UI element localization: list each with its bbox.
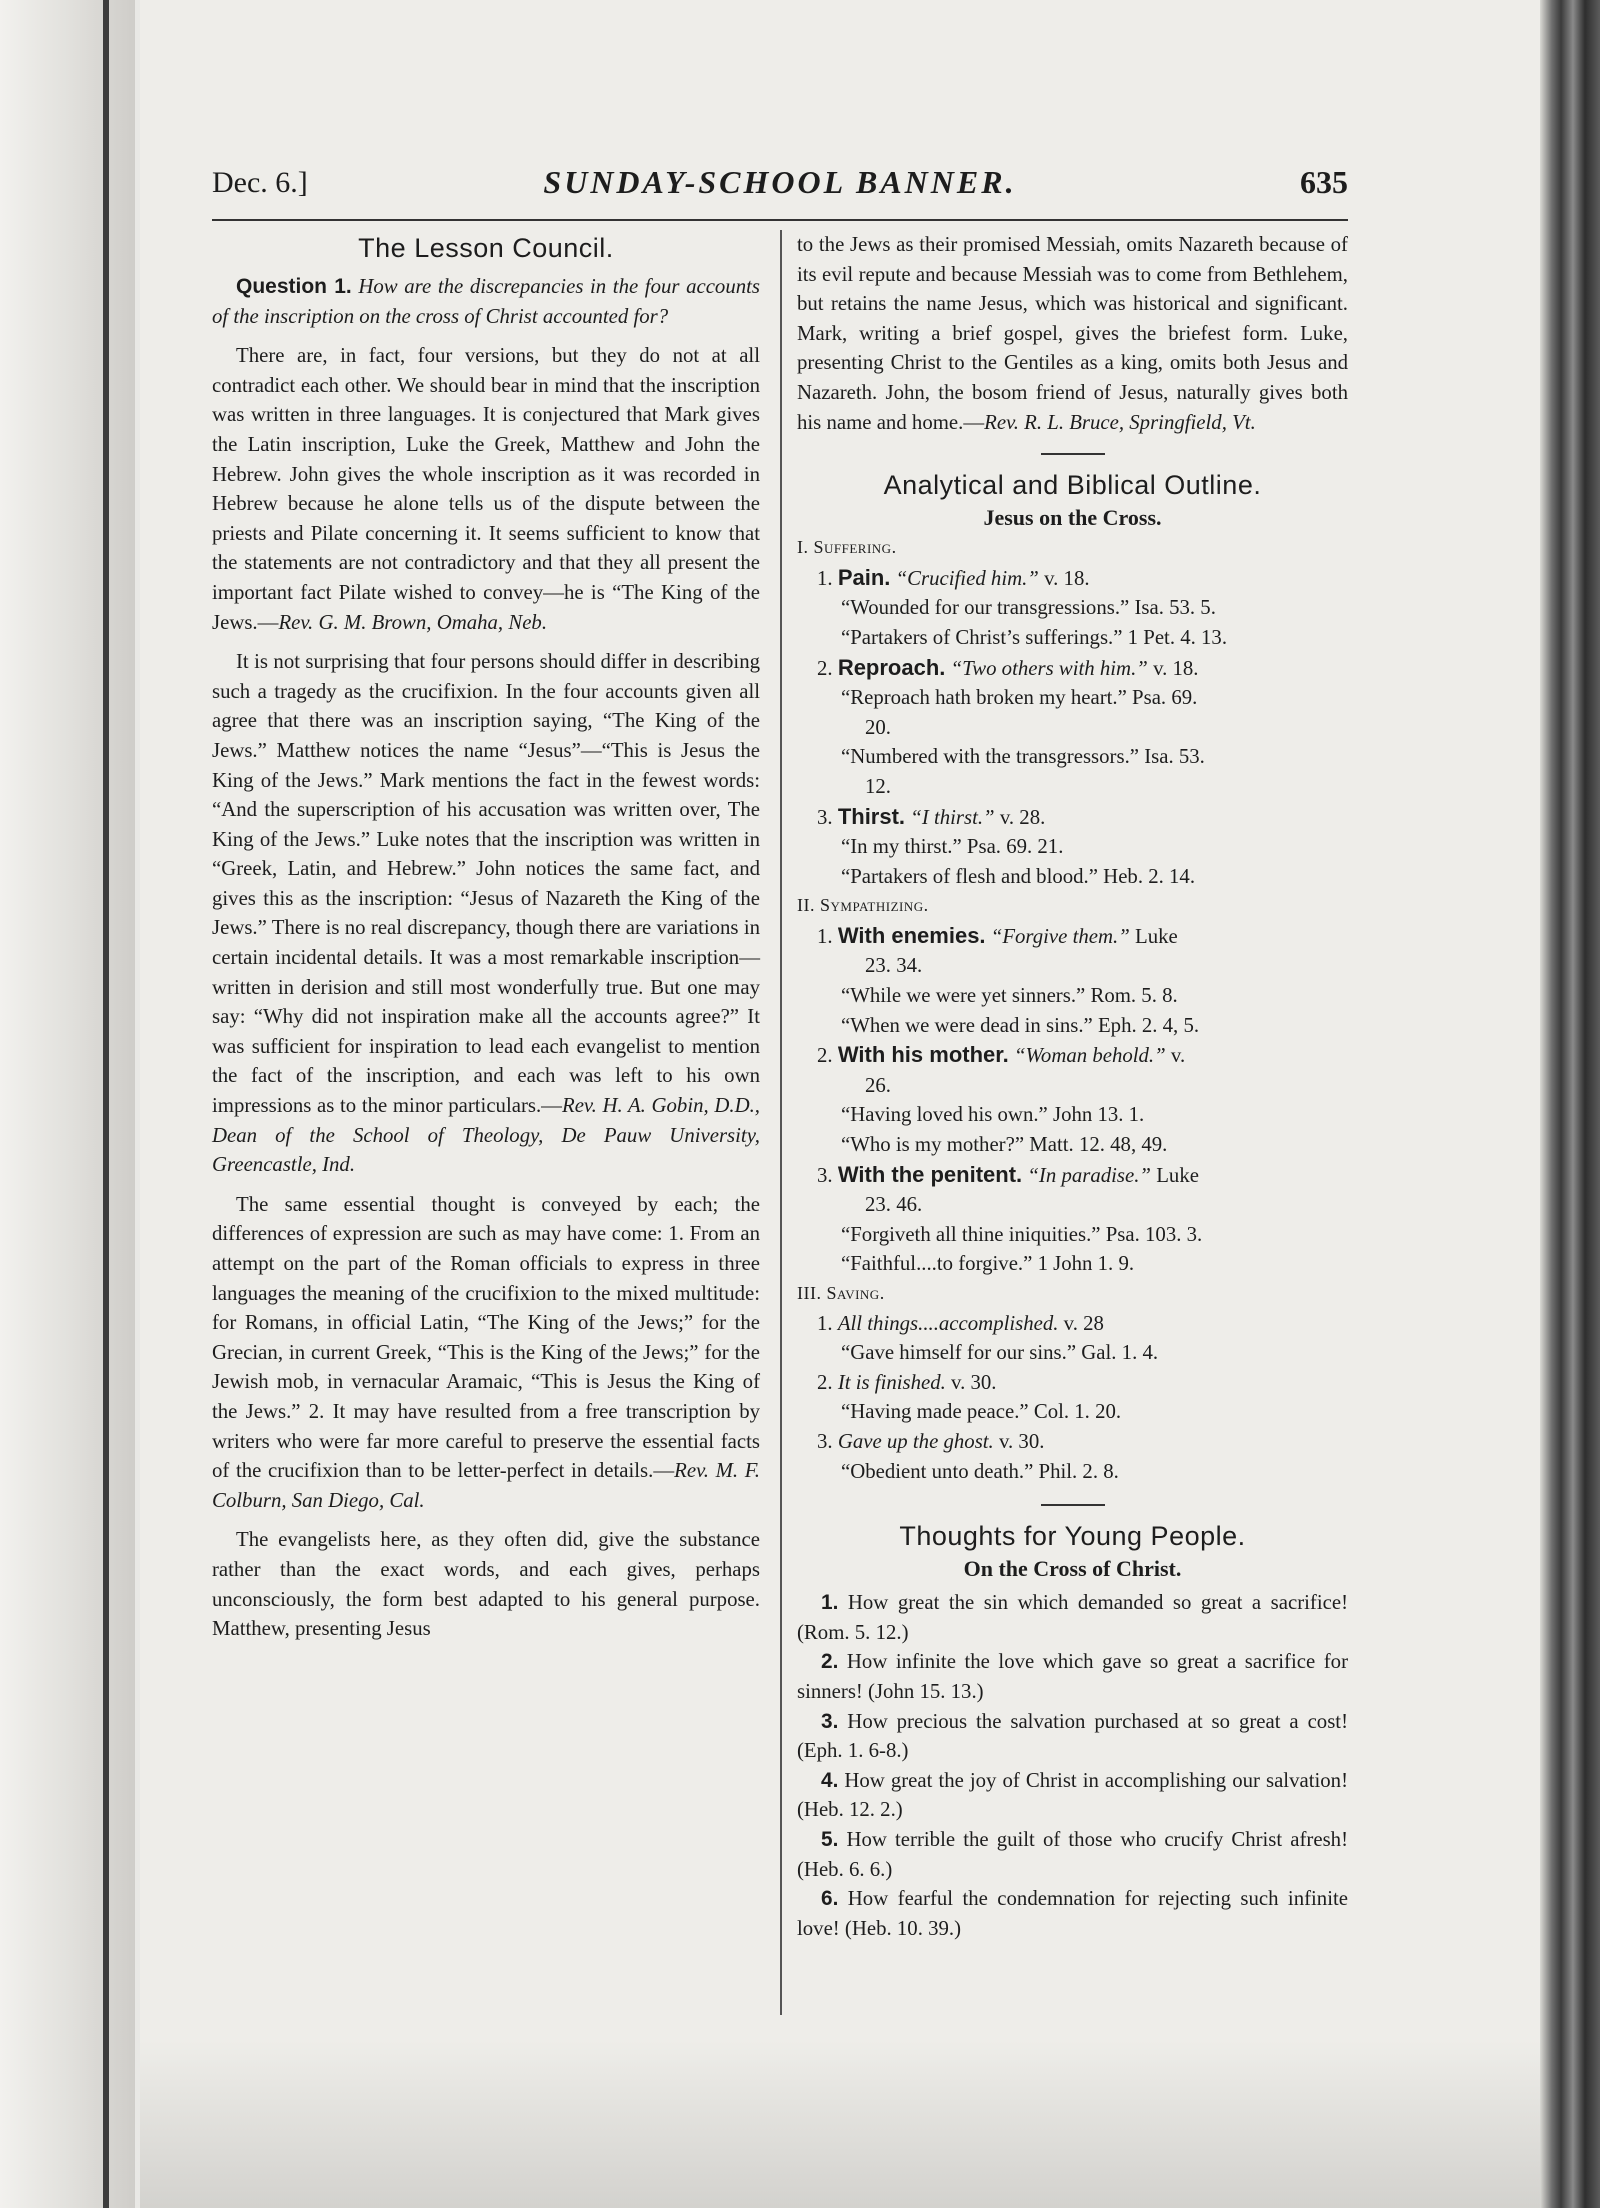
question-paragraph [212,272,760,331]
outline-reference: “Obedient unto death.” Phil. 2. 8. [841,1459,1119,1483]
item-keyword: Thirst. [837,803,906,829]
item-keyword: With the penitent. [837,1161,1023,1187]
thoughts-list [797,1588,1348,1943]
page-number: 635 [1300,164,1348,200]
item-reference: v. 18. [1153,656,1199,680]
item-quote: “In paradise.” [1027,1163,1152,1187]
thought-text: How infinite the love which gave so great a sacrifice for sinners! (John 15. 13.) [797,1650,1349,1703]
thought-text: How terrible the guilt of those who crucify Christ afresh! (Heb. 6. 6.) [797,1827,1349,1881]
item-reference: v. 28 [1063,1311,1104,1335]
answer-4-continued [797,230,1348,437]
thought-number: 4. [821,1768,839,1792]
running-header [212,162,1348,206]
outline-item [797,653,1348,684]
thought-text: How great the joy of Christ in accomplishing our salvation! (Heb. 12. 2.) [797,1768,1348,1822]
outline-reference: “Wounded for our transgressions.” Isa. 53. 5. [841,596,1216,620]
item-number: 2. [817,656,833,680]
outline-reference: “When we were dead in sins.” Eph. 2. 4, 5. [841,1013,1200,1037]
page-stack-edge [1540,0,1600,2208]
answer-paragraph-1 [212,341,760,637]
outline-reference: “Forgiveth all thine iniquities.” Psa. 103. 3. [841,1222,1203,1246]
header-rule [212,219,1348,221]
outline-reference-cont: 23. 34. [865,954,923,978]
outline-item [797,1427,1348,1457]
item-number: 3. [817,805,833,829]
answer-3-credit: Rev. M. F. Colburn, San Diego, Cal. [212,1459,760,1512]
item-reference: v. [1170,1044,1186,1068]
thought-item [797,1884,1348,1943]
item-reference: v. 18. [1044,566,1090,590]
answer-1-credit: Rev. G. M. Brown, Omaha, Neb. [278,610,548,634]
answer-2-text: It is not surprising that four persons should differ in describing such a tragedy as the crucifixion. In the four accounts given all agree that there was an inscription saying, “The King of the Jews.” Matthew notices the name “Jesus”—“This is Jesus the King of the Jews.” Mark mentions the fact in the fewest words: “And the superscription of his accusation was written over, The King of the Jews.” Luke notes that the inscription was written in “Greek, Latin, and Hebrew.” John notices the same fact, and gives this as the inscription: “Jesus of Nazareth the King of the Jews.” There is no real discrepancy, though there are variations in certain incidental details. It was a most remarkable inscription—written in derision and still most wonderfully true. But one may say: “Why did not inspiration make all the accounts agree?” It was sufficient for inspiration to lead each evangelist to mention the fact of the inscription, and each was left to his own impressions as to the minor particulars.— [212,650,760,1118]
item-reference: v. 28. [999,805,1046,829]
thought-text: How precious the salvation purchased at so great a cost! (Eph. 1. 6-8.) [797,1709,1349,1763]
item-quote: It is finished. [837,1370,946,1394]
outline-reference-cont: 20. [865,715,891,739]
item-number: 3. [817,1163,833,1187]
thought-item [797,1825,1348,1884]
answer-paragraph-4: The evangelists here, as they often did, give the substance rather than the exact words, and each gives, perhaps unconsciously, the form best adapted to his general purpose. Matthew, presenting Jesus [212,1528,760,1641]
item-quote: “Woman behold.” [1013,1044,1166,1068]
outline-reference: “While we were yet sinners.” Rom. 5. 8. [841,984,1178,1008]
item-number: 2. [817,1044,833,1068]
header-date: Dec. 6.] [212,166,308,199]
item-number: 2. [817,1370,833,1394]
book-gutter [0,0,135,2208]
outline-reference: “In my thirst.” Psa. 69. 21. [841,835,1064,859]
outline-heading: Analytical and Biblical Outline. [883,470,1262,501]
answer-paragraph-3 [212,1190,760,1516]
section-rule [1041,453,1105,455]
outline-reference: “Partakers of Christ’s sufferings.” 1 Pet. 4. 13. [841,625,1228,649]
outline-section-3: III. Saving. [797,1283,885,1303]
item-quote: “Forgive them.” [990,924,1130,948]
thought-number: 2. [821,1650,839,1674]
outline-reference: “Partakers of flesh and blood.” Heb. 2. 14. [841,864,1196,888]
answer-1-text: There are, in fact, four versions, but they do not at all contradict each other. We should bear in mind that the inscription was written in three languages. It is conjectured that Mark gives the Latin inscription, Luke the Greek, Matthew and John the Hebrew. John gives the whole inscription as it was recorded in Hebrew because he alone tells us of the dispute between the priests and Pilate concerning it. It seems sufficient to know that the statements are not contradictory and that they all present the important fact Pilate wished to convey—he is “The King of the Jews.— [212,344,760,634]
left-column [212,230,760,1644]
outline-item [797,802,1348,833]
outline-reference: “Gave himself for our sins.” Gal. 1. 4. [841,1341,1159,1365]
section-rule [1041,1504,1105,1506]
thought-item [797,1647,1348,1706]
thought-number: 6. [821,1887,839,1911]
binding-shadow [103,0,109,2208]
answer-4-continued-text: to the Jews as their promised Messiah, omits Nazareth because of its evil repute and because Messiah was to come from Bethlehem, but retains the name Jesus, which was historical and significant. Mark, writing a brief gospel, gives the briefest form. Luke, presenting Christ to the Gentiles as a king, omits both Jesus and Nazareth. John, the bosom friend of Jesus, naturally gives both his name and home.— [797,233,1348,434]
thought-item [797,1707,1348,1766]
outline-item [797,1309,1348,1339]
lesson-council-heading: The Lesson Council. [358,233,614,263]
outline-subheading: Jesus on the Cross. [983,505,1162,531]
item-reference: v. 30. [951,1370,997,1394]
item-keyword: Pain. [837,564,891,590]
right-column [797,230,1348,1943]
thought-number: 5. [821,1827,839,1851]
item-quote: Gave up the ghost. [837,1429,994,1453]
young-people-heading: Thoughts for Young People. [899,1521,1246,1552]
outline-reference: “Who is my mother?” Matt. 12. 48, 49. [841,1133,1168,1157]
outline-section-1: I. Suffering. [797,537,897,558]
thought-number: 3. [821,1709,839,1733]
answer-4-credit: Rev. R. L. Bruce, Springfield, Vt. [984,410,1256,434]
thought-text: How great the sin which demanded so great a sacrifice! (Rom. 5. 12.) [797,1591,1349,1644]
item-number: 1. [817,566,833,590]
column-divider [780,230,782,2015]
outline-section-2: II. Sympathizing. [797,895,929,916]
header-title: SUNDAY-SCHOOL BANNER. [543,164,1017,200]
item-keyword: With enemies. [837,922,986,948]
outline-list [797,533,1348,1486]
outline-reference-cont: 12. [865,774,891,798]
item-number: 1. [817,1311,833,1335]
question-label: Question 1. [236,275,352,298]
outline-item [797,1368,1348,1398]
item-reference: Luke [1134,924,1178,948]
outline-item [797,921,1348,952]
outline-item [797,1040,1348,1071]
answer-paragraph-2 [212,647,760,1180]
page-shadow [140,2040,1540,2208]
outline-reference: “Having made peace.” Col. 1. 20. [841,1400,1122,1424]
outline-reference-cont: 26. [865,1073,891,1097]
answer-2-credit: Rev. H. A. Gobin, D.D., Dean of the School of Theology, De Pauw University, Greencastle, Ind. [212,1094,760,1177]
item-keyword: Reproach. [837,654,946,680]
outline-reference: “Faithful....to forgive.” 1 John 1. 9. [841,1252,1135,1276]
item-quote: All things....accomplished. [837,1311,1059,1335]
thought-item [797,1766,1348,1825]
outline-reference: “Numbered with the transgressors.” Isa. 53. [841,745,1205,769]
answer-3-text: The same essential thought is conveyed by each; the differences of expression are such as may have come: 1. From an attempt on the part of the Roman officials to express in three languages the meaning of the crucifixion to the mixed multitude: for Romans, in official Latin, “The King of the Jews;” for the Grecian, in current Greek, “This is the King of the Jews;” for the Jewish mob, in vernacular Aramaic, “This is Jesus the King of the Jews.” 2. It may have resulted from a free transcription by writers who were far more careful to preserve the essential facts of the crucifixion than to be letter-perfect in details.— [212,1192,760,1483]
thought-text: How fearful the condemnation for rejecting such infinite love! (Heb. 10. 39.) [797,1887,1348,1940]
outline-reference: “Reproach hath broken my heart.” Psa. 69. [841,686,1198,710]
young-people-subheading: On the Cross of Christ. [963,1556,1182,1582]
item-number: 3. [817,1429,833,1453]
item-number: 1. [817,924,833,948]
item-reference: Luke [1156,1163,1199,1187]
item-keyword: With his mother. [837,1042,1009,1068]
item-quote: “Two others with him.” [950,656,1148,680]
item-quote: “Crucified him.” [895,566,1039,590]
outline-item [797,1160,1348,1191]
item-reference: v. 30. [998,1429,1045,1453]
question-text: How are the discrepancies in the four accounts of the inscription on the cross of Christ accounted for? [212,275,760,328]
outline-item [797,563,1348,594]
thought-item [797,1588,1348,1647]
thought-number: 1. [821,1591,839,1615]
outline-reference: “Having loved his own.” John 13. 1. [841,1103,1145,1127]
item-quote: “I thirst.” [910,805,995,829]
outline-reference-cont: 23. 46. [865,1193,923,1217]
